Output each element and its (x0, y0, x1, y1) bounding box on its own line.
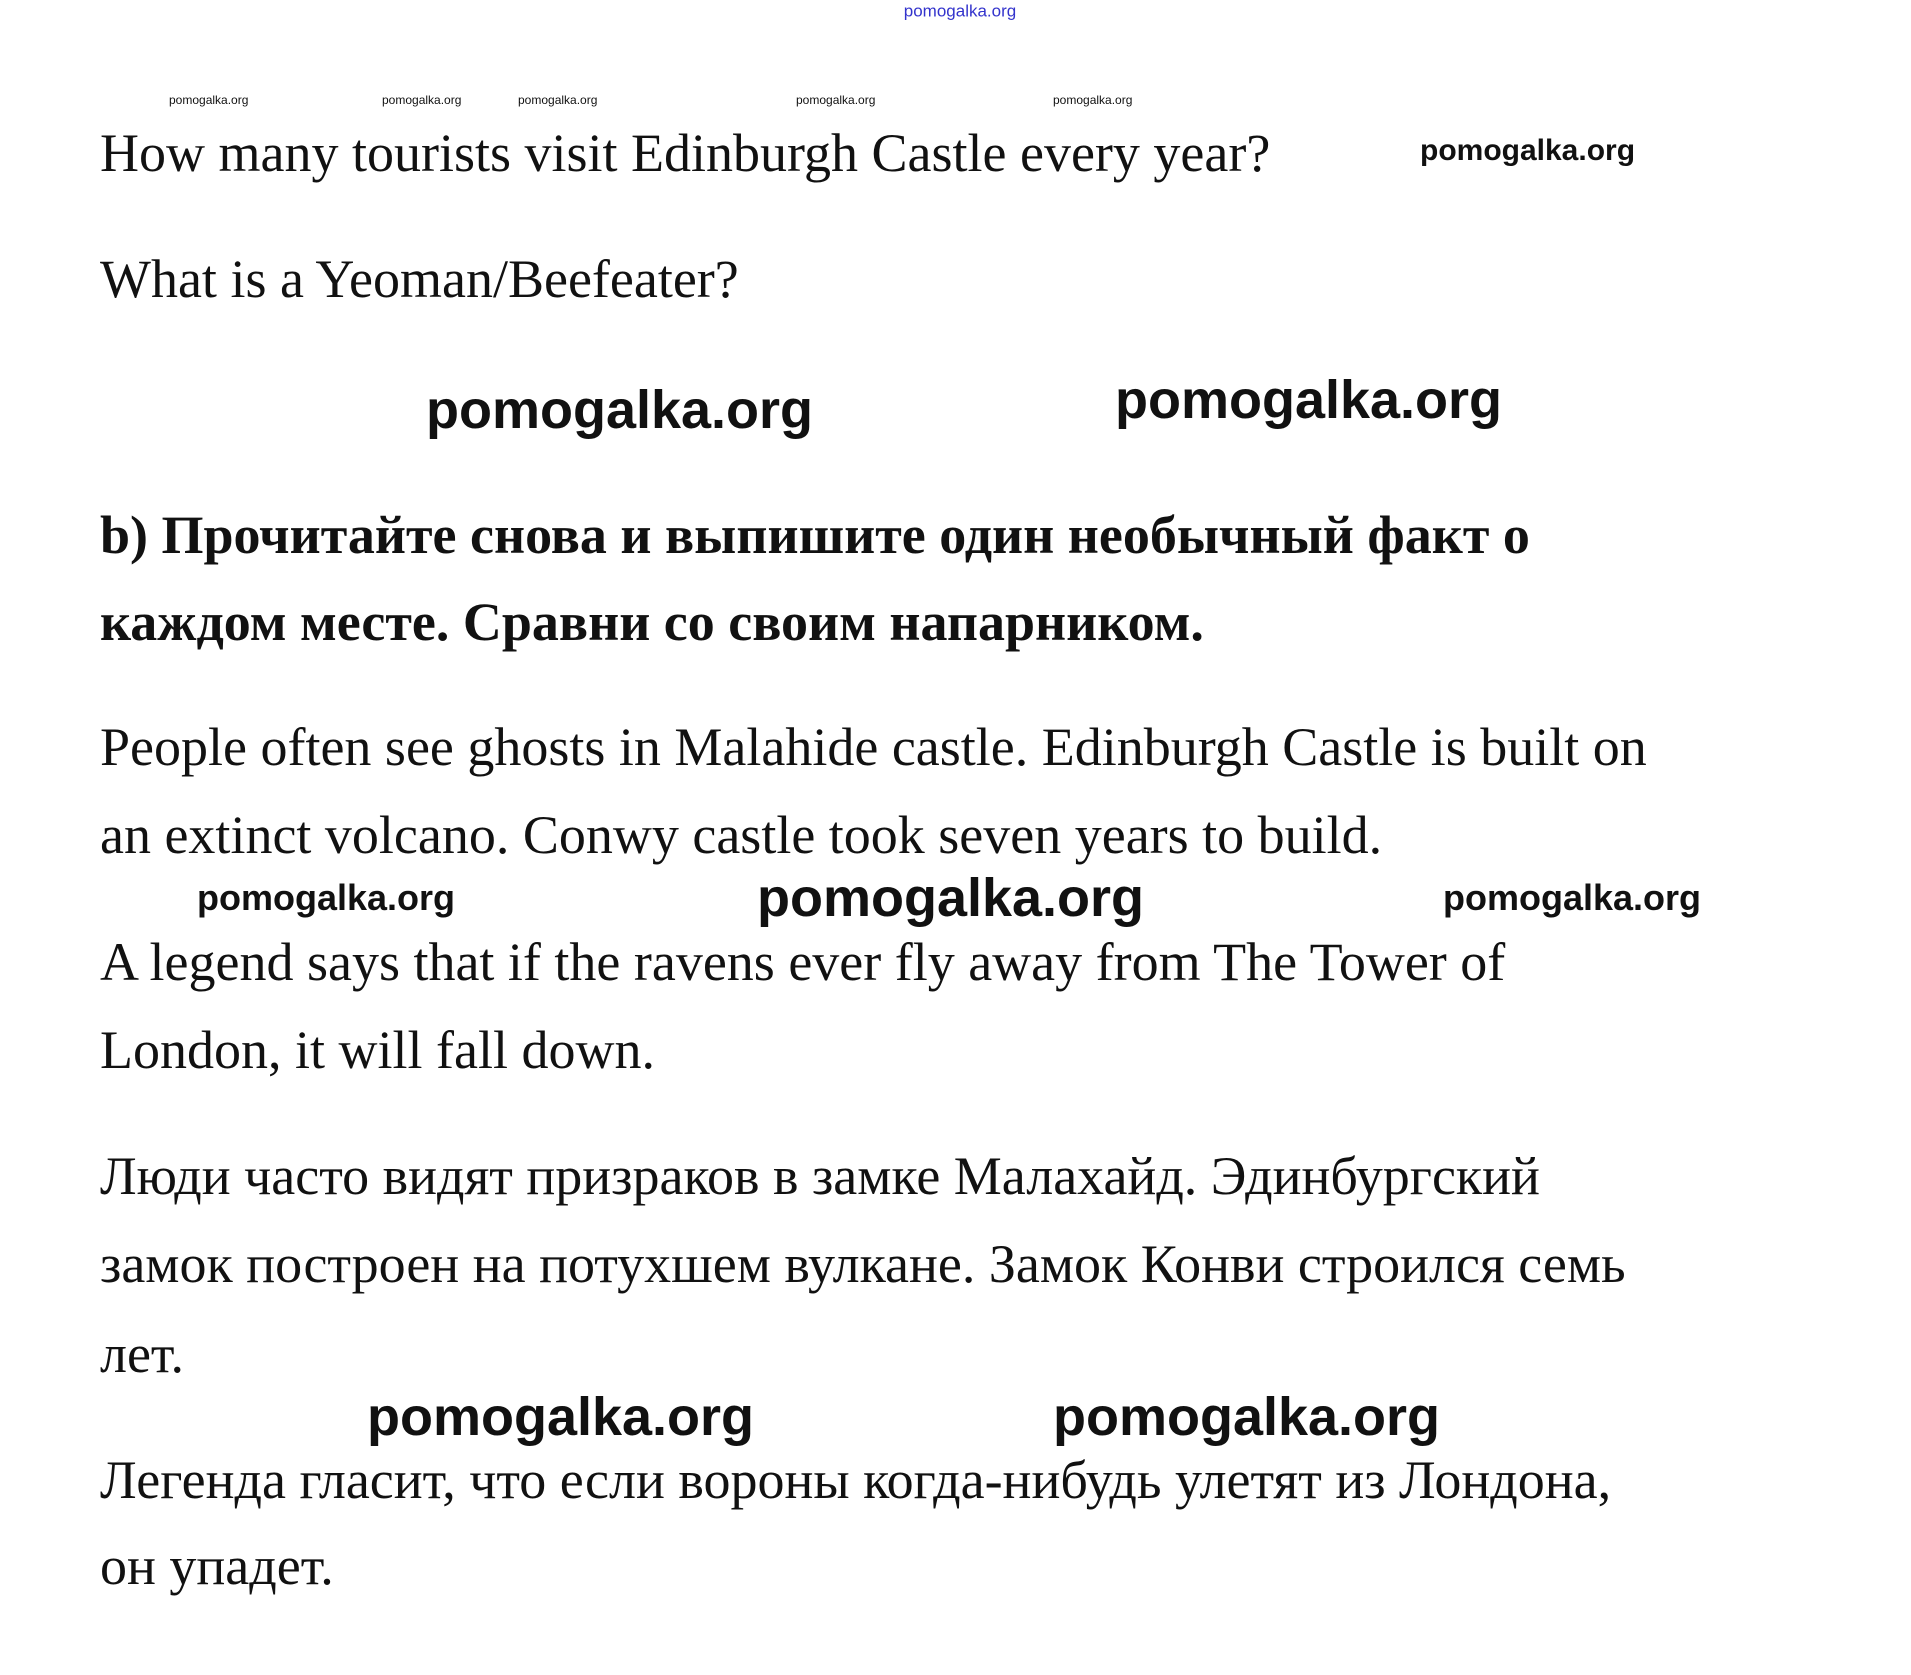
watermark: pomogalka.org (1115, 370, 1503, 430)
watermark: pomogalka.org (197, 877, 456, 918)
watermark-top: pomogalka.org (903, 1, 1017, 21)
answer-ru-line: Люди часто видят призраков в замке Малахайд. Эдинбургский (100, 1146, 1540, 1206)
watermark: pomogalka.org (382, 93, 462, 107)
watermark: pomogalka.org (1443, 877, 1702, 918)
watermark: pomogalka.org (1420, 134, 1636, 167)
task-line: каждом месте. Сравни со своим напарником. (100, 592, 1204, 652)
watermark: pomogalka.org (1053, 93, 1133, 107)
answer-en-line: an extinct volcano. Conwy castle took seven years to build. (100, 805, 1383, 865)
answer-en-line: People often see ghosts in Malahide castle. Edinburgh Castle is built on (100, 717, 1647, 777)
answer-en-line: A legend says that if the ravens ever fly away from The Tower of (100, 932, 1506, 992)
question-yeoman: What is a Yeoman/Beefeater? (100, 249, 739, 309)
watermark: pomogalka.org (367, 1387, 755, 1447)
watermark: pomogalka.org (518, 93, 598, 107)
watermark: pomogalka.org (757, 868, 1145, 928)
watermark: pomogalka.org (426, 380, 814, 440)
answer-ru-line: лет. (100, 1324, 184, 1384)
question-tourists: How many tourists visit Edinburgh Castle every year? (100, 123, 1271, 183)
answer-en-line: London, it will fall down. (100, 1020, 655, 1080)
watermark: pomogalka.org (796, 93, 876, 107)
answer-ru-line: Легенда гласит, что если вороны когда-нибудь улетят из Лондона, (100, 1450, 1612, 1510)
watermark: pomogalka.org (1053, 1387, 1441, 1447)
task-line: b) Прочитайте снова и выпишите один необычный факт о (100, 505, 1530, 565)
watermark: pomogalka.org (169, 93, 249, 107)
answer-ru-line: замок построен на потухшем вулкане. Замок Конви строился семь (100, 1234, 1626, 1294)
answer-ru-line: он упадет. (100, 1536, 334, 1596)
